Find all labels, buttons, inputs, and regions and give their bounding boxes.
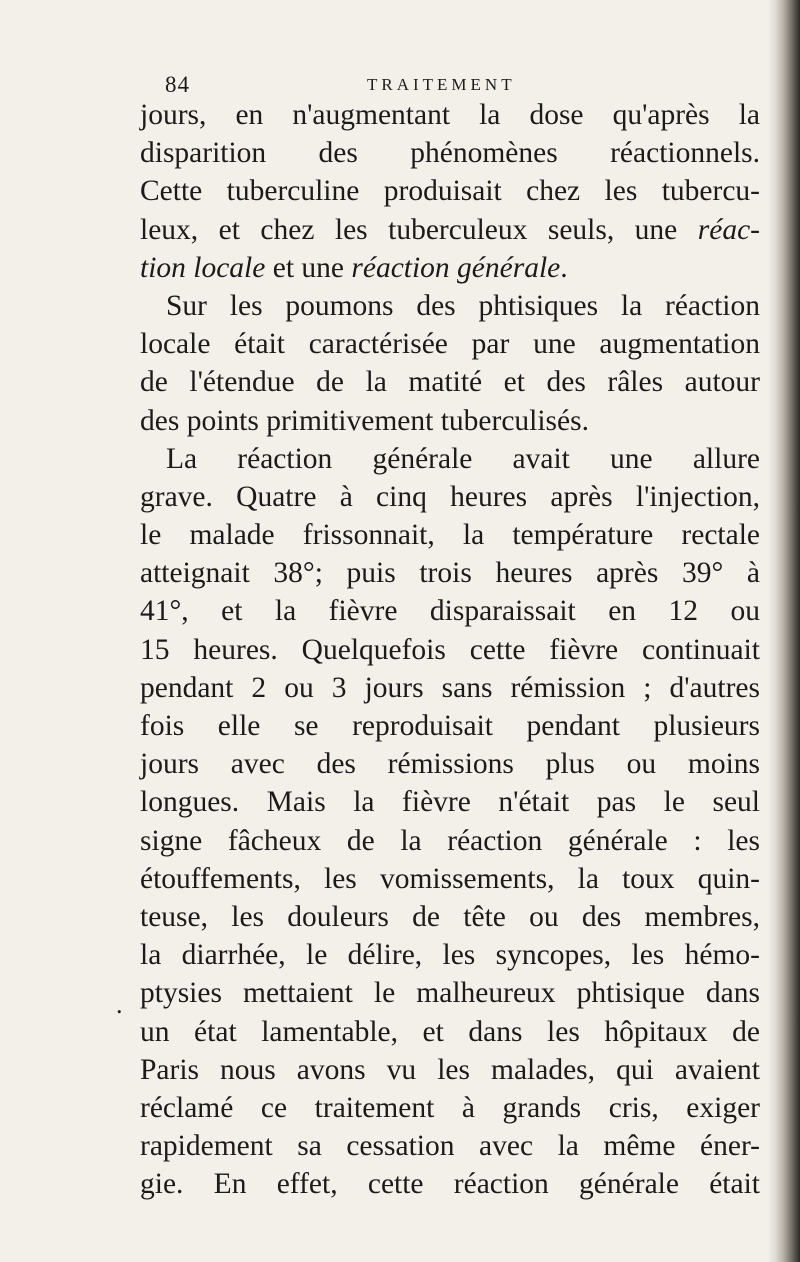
text-line: jours avec des rémissions plus ou moins	[140, 748, 760, 781]
text-line: des points primitivement tuberculisés.	[140, 404, 589, 437]
text-line	[140, 249, 760, 287]
text-line: Paris nous avons vu les malades, qui avaient	[140, 1053, 760, 1086]
text-line: ptysies mettaient le malheureux phtisique dans	[140, 977, 760, 1010]
text-line: atteignait 38°; puis trois heures après 39° à	[140, 557, 760, 590]
text-line: gie. En effet, cette réaction générale était	[140, 1168, 760, 1201]
text-line: le malade frissonnait, la température rectale	[140, 519, 760, 552]
italic-segment: réac-	[697, 213, 760, 246]
text-segment: leux, et chez les tuberculeux seuls, une	[140, 213, 698, 246]
text-line: de l'étendue de la matité et des râles autour	[140, 366, 760, 399]
italic-segment: tion locale	[140, 251, 266, 284]
text-line: réclamé ce traitement à grands cris, exiger	[140, 1091, 760, 1124]
text-line: La réaction générale avait une allure	[166, 442, 760, 475]
text-line: teuse, les douleurs de tête ou des membres,	[140, 900, 760, 933]
text-line: Sur les poumons des phtisiques la réaction	[166, 289, 760, 322]
text-line: pendant 2 ou 3 jours sans rémission ; d'autres	[140, 671, 760, 704]
text-line: 41°, et la fièvre disparaissait en 12 ou	[140, 595, 760, 628]
text-line: rapidement sa cessation avec la même éner-	[140, 1130, 760, 1163]
text-line: la diarrhée, le délire, les syncopes, les hémo-	[140, 939, 760, 972]
text-segment: et une	[265, 251, 352, 284]
text-line: jours, en n'augmentant la dose qu'après la	[140, 99, 760, 131]
page-number: 84	[165, 72, 190, 97]
body-text	[140, 96, 760, 1203]
running-head: TRAITEMENT	[367, 75, 516, 94]
text-line: un état lamentable, et dans les hôpitaux de	[140, 1015, 760, 1048]
text-line: longues. Mais la fièvre n'était pas le seul	[140, 786, 760, 819]
text-line	[140, 211, 760, 249]
text-line: signe fâcheux de la réaction générale : les	[140, 824, 760, 857]
text-line: 15 heures. Quelquefois cette fièvre continuait	[140, 633, 760, 666]
text-line: étouffements, les vomissements, la toux quin-	[140, 862, 760, 895]
text-line: locale était caractérisée par une augmentation	[140, 328, 760, 361]
stray-mark: .	[116, 990, 123, 1019]
text-line: disparition des phénomènes réactionnels.	[140, 137, 760, 170]
italic-segment: réaction générale	[351, 251, 561, 284]
text-segment: .	[560, 251, 568, 284]
text-line: grave. Quatre à cinq heures après l'injection,	[140, 480, 760, 513]
page-edge	[774, 0, 800, 1262]
text-line: fois elle se reproduisait pendant plusieurs	[140, 710, 760, 742]
text-line: Cette tuberculine produisait chez les tubercu-	[140, 175, 760, 208]
